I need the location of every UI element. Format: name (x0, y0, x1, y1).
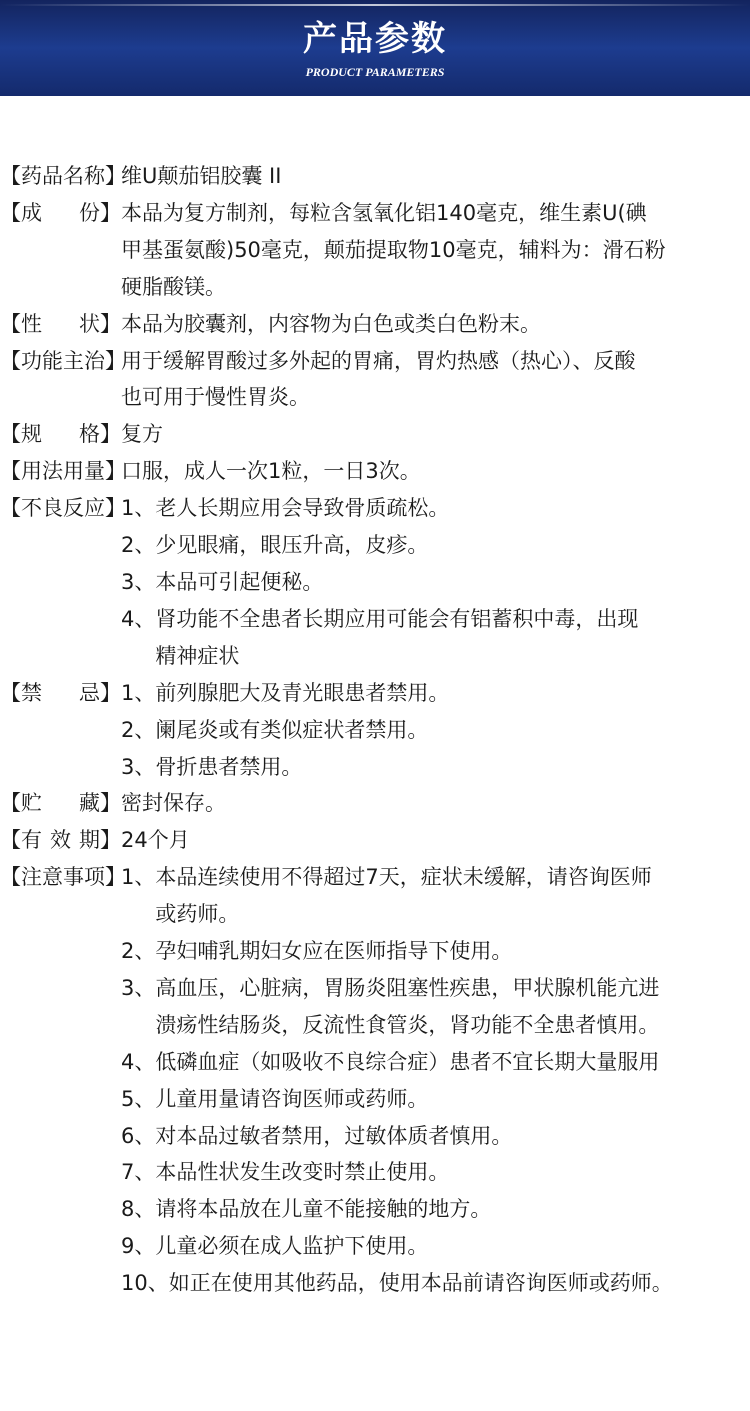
list-item-text (155, 601, 747, 675)
param-row (0, 822, 750, 859)
param-label-text (21, 343, 105, 380)
param-label (0, 822, 121, 859)
label-char: 药 (21, 164, 42, 188)
list-item-line: 或药师。 (155, 902, 240, 927)
list-item-number: 5、 (121, 1086, 156, 1111)
param-value-line: 密封保存。 (121, 791, 226, 816)
list-item-text (155, 859, 747, 933)
param-row (0, 343, 750, 417)
list-item (121, 675, 747, 712)
list-item-line: 溃疡性结肠炎，反流性食管炎，肾功能不全患者慎用。 (155, 1012, 660, 1037)
param-label-text (21, 306, 100, 343)
list-item-line: 老人长期应用会导致骨质疏松。 (155, 496, 450, 521)
label-char: 不 (21, 496, 42, 521)
list-item-number: 4、 (121, 1049, 156, 1074)
list-item-line: 儿童必须在成人监护下使用。 (155, 1234, 429, 1259)
list-item (121, 749, 747, 786)
bracket-open: 【 (0, 496, 21, 521)
bracket-close: 】 (100, 422, 121, 447)
param-row (0, 306, 750, 343)
label-char: 项 (84, 865, 105, 890)
label-char: 格 (79, 422, 100, 447)
param-label (0, 158, 126, 195)
label-char: 期 (79, 828, 100, 853)
list-item-text (155, 1044, 747, 1081)
list-item-number: 4、 (121, 606, 156, 631)
label-char: 效 (50, 828, 71, 853)
bracket-open: 【 (0, 865, 21, 890)
label-char: 功 (21, 348, 42, 373)
param-label (0, 343, 126, 380)
param-label-text (21, 158, 105, 195)
list-item (121, 1191, 747, 1228)
bracket-close: 】 (100, 311, 121, 336)
list-item-number: 2、 (121, 939, 156, 964)
label-char: 能 (42, 348, 63, 373)
label-char: 主 (63, 348, 84, 373)
param-label (0, 675, 121, 712)
list-item-text (155, 749, 747, 786)
param-value-line: 用于缓解胃酸过多外起的胃痛，胃灼热感（热心）、反酸 (121, 348, 636, 373)
label-char: 良 (42, 496, 63, 521)
bracket-open: 【 (0, 164, 21, 188)
label-char: 成 (21, 200, 42, 225)
label-char: 忌 (79, 680, 100, 705)
list-item-text (155, 712, 747, 749)
list-item-text (155, 933, 747, 970)
param-label (0, 785, 121, 822)
list-item-number: 1、 (121, 496, 156, 521)
label-char: 治 (84, 348, 105, 373)
list-item (121, 1118, 747, 1155)
bracket-close: 】 (100, 828, 121, 853)
label-char: 份 (79, 200, 100, 225)
label-char: 贮 (21, 791, 42, 816)
list-item-number: 6、 (121, 1123, 156, 1148)
bracket-close: 】 (105, 865, 126, 890)
list-item-number: 3、 (121, 975, 156, 1000)
param-label (0, 453, 126, 490)
list-item-line: 本品连续使用不得超过7天，症状未缓解，请咨询医师 (155, 865, 652, 890)
param-row (0, 195, 750, 306)
list-item (121, 1228, 747, 1265)
param-value-line: 口服，成人一次1粒，一日3次。 (121, 459, 421, 484)
list-item-number: 9、 (121, 1234, 156, 1259)
bracket-open: 【 (0, 311, 21, 336)
bracket-close: 】 (105, 164, 126, 188)
header-banner (0, 0, 750, 96)
list-item-text (155, 1154, 747, 1191)
param-value (121, 859, 747, 1302)
list-item-line: 请将本品放在儿童不能接触的地方。 (155, 1197, 492, 1222)
param-label (0, 490, 126, 527)
list-item-line: 本品性状发生改变时禁止使用。 (155, 1160, 450, 1185)
list-item-text (155, 1228, 747, 1265)
list-item-line: 阑尾炎或有类似症状者禁用。 (155, 717, 429, 742)
list-item-line: 少见眼痛，眼压升高，皮疹。 (155, 533, 429, 558)
list-item-number: 7、 (121, 1160, 156, 1185)
bracket-close: 】 (105, 348, 126, 373)
list-item (121, 1154, 747, 1191)
bracket-close: 】 (100, 791, 121, 816)
label-char: 注 (21, 865, 42, 890)
bracket-open: 【 (0, 791, 21, 816)
param-value (121, 453, 747, 490)
bracket-close: 】 (100, 680, 121, 705)
param-value-line: 硬脂酸镁。 (121, 274, 226, 299)
param-label-text (21, 453, 105, 490)
param-row (0, 675, 750, 786)
param-value-line: 本品为复方制剂，每粒含氢氧化铝140毫克，维生素U(碘 (121, 200, 647, 225)
param-label (0, 195, 121, 232)
list-item-number: 2、 (121, 717, 156, 742)
label-char: 状 (79, 311, 100, 336)
bracket-open: 【 (0, 680, 21, 705)
label-char: 名 (63, 164, 84, 188)
label-char: 有 (21, 828, 42, 853)
list-item-line: 精神症状 (155, 643, 240, 668)
param-label-text (21, 675, 100, 712)
label-char: 性 (21, 311, 42, 336)
list-item-text (169, 1265, 747, 1302)
list-item-number: 1、 (121, 680, 156, 705)
param-label (0, 306, 121, 343)
label-char: 事 (63, 865, 84, 890)
param-label (0, 416, 121, 453)
param-row (0, 416, 750, 453)
list-item-line: 对本品过敏者禁用，过敏体质者慎用。 (155, 1123, 513, 1148)
list-item-line: 骨折患者禁用。 (155, 754, 303, 779)
list-item-text (155, 1081, 747, 1118)
list-item (121, 564, 747, 601)
list-item-number: 3、 (121, 754, 156, 779)
bracket-close: 】 (105, 459, 126, 484)
list-item (121, 712, 747, 749)
param-label-text (21, 416, 100, 453)
param-label-text (21, 490, 105, 527)
label-char: 量 (84, 459, 105, 484)
param-label (0, 859, 126, 896)
param-value-line: 复方 (121, 422, 163, 447)
param-value (121, 490, 747, 675)
list-item-text (155, 1191, 747, 1228)
list-item (121, 933, 747, 970)
page-subtitle: PRODUCT PARAMETERS (305, 65, 445, 79)
param-value-line: 甲基蛋氨酸)50毫克，颠茄提取物10毫克，辅料为：滑石粉 (121, 237, 666, 262)
list-item-text (155, 675, 747, 712)
param-value (121, 822, 747, 859)
param-value-line: 本品为胶囊剂，内容物为白色或类白色粉末。 (121, 311, 541, 336)
list-item (121, 970, 747, 1044)
list-item-line: 高血压，心脏病，胃肠炎阻塞性疾患，甲状腺机能亢进 (155, 975, 660, 1000)
param-value (121, 416, 747, 453)
list-item-line: 儿童用量请咨询医师或药师。 (155, 1086, 429, 1111)
label-char: 藏 (79, 791, 100, 816)
list-item-number: 2、 (121, 533, 156, 558)
list-item-line: 肾功能不全患者长期应用可能会有铝蓄积中毒，出现 (155, 606, 639, 631)
param-value (121, 158, 747, 195)
param-label-text (21, 785, 100, 822)
param-value (121, 785, 747, 822)
list-item-line: 前列腺肥大及青光眼患者禁用。 (155, 680, 450, 705)
list-item-line: 低磷血症（如吸收不良综合症）患者不宜长期大量服用 (155, 1049, 660, 1074)
param-value-line: 24个月 (121, 828, 190, 853)
bracket-open: 【 (0, 422, 21, 447)
list-item (121, 490, 747, 527)
list-item (121, 1265, 747, 1302)
param-value (121, 343, 747, 417)
bracket-open: 【 (0, 459, 21, 484)
bracket-open: 【 (0, 828, 21, 853)
label-char: 规 (21, 422, 42, 447)
label-char: 品 (42, 164, 63, 188)
label-char: 法 (42, 459, 63, 484)
bracket-open: 【 (0, 348, 21, 373)
list-item-number: 3、 (121, 569, 156, 594)
header-glow-line (0, 4, 750, 6)
label-char: 称 (84, 164, 105, 188)
list-item-text (155, 564, 747, 601)
list-item (121, 1044, 747, 1081)
parameter-list (0, 158, 750, 1302)
list-item (121, 601, 747, 675)
param-value (121, 306, 747, 343)
param-row (0, 158, 750, 195)
list-item (121, 1081, 747, 1118)
list-item-text (155, 527, 747, 564)
list-item (121, 527, 747, 564)
param-value-line: 也可用于慢性胃炎。 (121, 385, 310, 410)
param-value-line: 维U颠茄铝胶囊 II (121, 164, 282, 188)
list-item-line: 如正在使用其他药品，使用本品前请咨询医师或药师。 (168, 1271, 673, 1296)
label-char: 用 (21, 459, 42, 484)
param-row (0, 785, 750, 822)
list-item-line: 本品可引起便秘。 (155, 569, 324, 594)
param-row (0, 453, 750, 490)
label-char: 应 (84, 496, 105, 521)
list-item-number: 1、 (121, 865, 156, 890)
page-title: 产品参数 (303, 19, 447, 59)
list-item-text (155, 490, 747, 527)
param-value (121, 675, 747, 786)
param-label-text (21, 859, 105, 896)
list-item-line: 孕妇哺乳期妇女应在医师指导下使用。 (155, 939, 513, 964)
bracket-open: 【 (0, 200, 21, 225)
list-item-number: 10、 (121, 1271, 169, 1296)
param-value (121, 195, 747, 306)
label-char: 反 (63, 496, 84, 521)
param-label-text (21, 195, 100, 232)
label-char: 用 (63, 459, 84, 484)
param-row (0, 490, 750, 675)
bracket-close: 】 (100, 200, 121, 225)
label-char: 意 (42, 865, 63, 890)
param-row (0, 859, 750, 1302)
list-item-text (155, 970, 747, 1044)
bracket-close: 】 (105, 496, 126, 521)
list-item-number: 8、 (121, 1197, 156, 1222)
param-label-text (21, 822, 100, 859)
label-char: 禁 (21, 680, 42, 705)
list-item (121, 859, 747, 933)
list-item-text (155, 1118, 747, 1155)
